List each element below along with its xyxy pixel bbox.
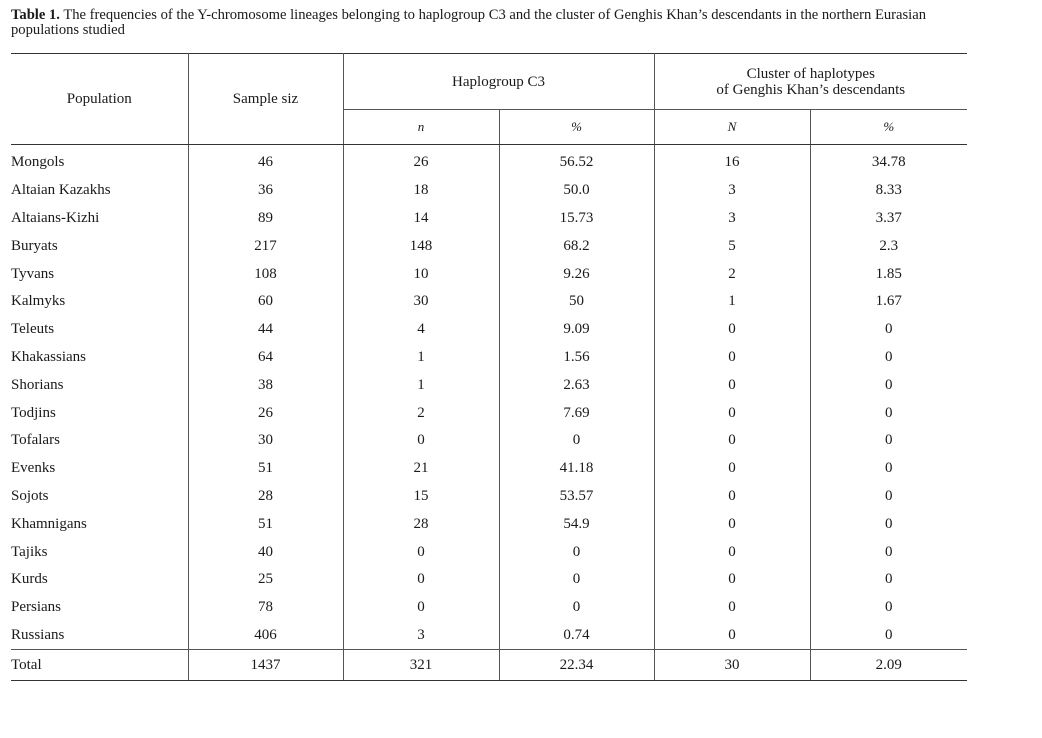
table-caption [11, 8, 971, 38]
cell-c3-percent: 54.9 [499, 510, 654, 538]
cell-sample-size: 30 [188, 427, 343, 455]
cell-cluster-percent: 0 [885, 599, 893, 616]
cell-cluster-n: 0 [654, 594, 810, 622]
cell-sample-size: 64 [188, 344, 343, 372]
cell-c3-n: 0 [343, 538, 499, 566]
cell-c3-percent: 9.09 [499, 316, 654, 344]
cell-sample-size: 1437 [188, 650, 343, 681]
table-row [11, 399, 967, 427]
cell-cluster-n: 3 [654, 177, 810, 205]
cell-cluster-percent: 0 [885, 543, 893, 560]
cell-c3-percent: 9.26 [499, 260, 654, 288]
cell-cluster-percent: 1.85 [875, 265, 902, 282]
cell-sample-size: 89 [188, 205, 343, 233]
cell-population: Tajiks [11, 538, 188, 566]
cell-c3-n: 18 [343, 177, 499, 205]
cell-c3-n: 10 [343, 260, 499, 288]
cell-c3-n: 0 [343, 427, 499, 455]
cell-cluster-percent: 0 [885, 515, 893, 532]
table-caption-label: Table 1. [11, 7, 60, 23]
cell-c3-n: 4 [343, 316, 499, 344]
cell-cluster-n: 0 [654, 538, 810, 566]
cell-cluster-n: 0 [654, 344, 810, 372]
cell-cluster-percent: 0 [885, 348, 893, 365]
cell-sample-size: 46 [188, 145, 343, 177]
cell-c3-n: 2 [343, 399, 499, 427]
table-row [11, 510, 967, 538]
table-body [11, 145, 967, 681]
cell-c3-percent: 68.2 [499, 232, 654, 260]
cell-cluster-n: 5 [654, 232, 810, 260]
cell-population: Kalmyks [11, 288, 188, 316]
table-row [11, 371, 967, 399]
cell-c3-n: 26 [343, 145, 499, 177]
cell-c3-percent: 1.56 [499, 344, 654, 372]
cell-population: Khakassians [11, 344, 188, 372]
table-row [11, 455, 967, 483]
cell-cluster-percent: 0 [885, 432, 893, 449]
table-row [11, 205, 967, 233]
cell-sample-size: 51 [188, 510, 343, 538]
cell-cluster-percent: 0 [885, 376, 893, 393]
cell-cluster-n: 0 [654, 371, 810, 399]
cell-cluster-percent: 0 [885, 626, 893, 643]
header-cluster-n: N [654, 110, 810, 145]
header-population: Population [11, 54, 188, 145]
cell-c3-percent: 53.57 [499, 483, 654, 511]
cell-c3-n: 1 [343, 371, 499, 399]
cell-c3-n: 0 [343, 566, 499, 594]
table-row [11, 260, 967, 288]
header-sample-size: Sample siz [188, 54, 343, 145]
cell-population: Total [11, 650, 188, 681]
cell-cluster-percent: 0 [885, 321, 893, 338]
cell-cluster-n: 0 [654, 510, 810, 538]
frequency-table [11, 53, 967, 681]
cell-cluster-n: 0 [654, 316, 810, 344]
cell-c3-percent: 22.34 [499, 650, 654, 681]
cell-sample-size: 38 [188, 371, 343, 399]
cell-cluster-n: 0 [654, 399, 810, 427]
cell-population: Buryats [11, 232, 188, 260]
table-caption-text: The frequencies of the Y-chromosome lineages belonging to haplogroup C3 and the cluster of Genghis Khan’s descendants in the northern Eurasian populations studied [11, 7, 927, 38]
cell-c3-n: 28 [343, 510, 499, 538]
cell-c3-n: 3 [343, 622, 499, 650]
cell-sample-size: 51 [188, 455, 343, 483]
header-c3-n: n [343, 110, 499, 145]
cell-cluster-percent: 2.09 [810, 650, 967, 681]
table-row [11, 288, 967, 316]
cell-c3-percent: 50 [499, 288, 654, 316]
cell-cluster-n: 0 [654, 483, 810, 511]
table-row [11, 232, 967, 260]
cell-population: Sojots [11, 483, 188, 511]
cell-population: Teleuts [11, 316, 188, 344]
cell-c3-percent: 7.69 [499, 399, 654, 427]
header-haplogroup-c3: Haplogroup C3 [343, 54, 654, 110]
cell-population: Altaians-Kizhi [11, 205, 188, 233]
cell-cluster-percent: 0 [885, 487, 893, 504]
cell-c3-percent: 41.18 [499, 455, 654, 483]
cell-c3-percent: 2.63 [499, 371, 654, 399]
table-row [11, 483, 967, 511]
table-row-total [11, 650, 967, 681]
cell-sample-size: 406 [188, 622, 343, 650]
cell-cluster-n: 0 [654, 455, 810, 483]
table-row [11, 427, 967, 455]
cell-cluster-percent: 0 [885, 571, 893, 588]
table-row [11, 177, 967, 205]
cell-cluster-n: 16 [654, 145, 810, 177]
cell-cluster-n: 0 [654, 622, 810, 650]
cell-population: Evenks [11, 455, 188, 483]
cell-c3-n: 0 [343, 594, 499, 622]
cell-cluster-percent: 0 [885, 404, 893, 421]
cell-cluster-n: 2 [654, 260, 810, 288]
cell-cluster-percent: 3.37 [875, 209, 902, 226]
header-cluster-line2: of Genghis Khan’s descendants [716, 81, 906, 98]
table-row [11, 594, 967, 622]
cell-c3-percent: 0 [499, 594, 654, 622]
table-row [11, 566, 967, 594]
cell-population: Tyvans [11, 260, 188, 288]
cell-sample-size: 36 [188, 177, 343, 205]
cell-c3-n: 30 [343, 288, 499, 316]
table-row [11, 145, 967, 177]
cell-c3-percent: 0 [499, 427, 654, 455]
cell-population: Altaian Kazakhs [11, 177, 188, 205]
cell-cluster-percent: 2.3 [879, 237, 899, 254]
cell-sample-size: 78 [188, 594, 343, 622]
cell-sample-size: 26 [188, 399, 343, 427]
cell-c3-percent: 56.52 [499, 145, 654, 177]
table-row [11, 538, 967, 566]
header-c3-percent: % [499, 110, 654, 145]
cell-cluster-n: 0 [654, 427, 810, 455]
cell-cluster-n: 1 [654, 288, 810, 316]
cell-sample-size: 108 [188, 260, 343, 288]
cell-population: Kurds [11, 566, 188, 594]
cell-cluster-percent: 8.33 [875, 182, 902, 199]
table-row [11, 316, 967, 344]
cell-sample-size: 25 [188, 566, 343, 594]
cell-cluster-percent: 0 [885, 460, 893, 477]
cell-sample-size: 217 [188, 232, 343, 260]
cell-c3-n: 15 [343, 483, 499, 511]
header-cluster-percent: % [810, 110, 967, 145]
cell-cluster-percent: 1.67 [875, 293, 902, 310]
cell-c3-n: 21 [343, 455, 499, 483]
cell-c3-percent: 0 [499, 538, 654, 566]
cell-cluster-percent: 34.78 [871, 154, 906, 171]
cell-population: Khamnigans [11, 510, 188, 538]
cell-population: Tofalars [11, 427, 188, 455]
cell-sample-size: 28 [188, 483, 343, 511]
cell-sample-size: 44 [188, 316, 343, 344]
cell-c3-percent: 0.74 [499, 622, 654, 650]
cell-c3-percent: 15.73 [499, 205, 654, 233]
cell-c3-n: 148 [343, 232, 499, 260]
table-row [11, 344, 967, 372]
cell-cluster-n: 30 [654, 650, 810, 681]
cell-cluster-n: 0 [654, 566, 810, 594]
cell-population: Russians [11, 622, 188, 650]
cell-sample-size: 60 [188, 288, 343, 316]
cell-population: Todjins [11, 399, 188, 427]
header-cluster [654, 54, 967, 110]
cell-population: Persians [11, 594, 188, 622]
cell-population: Shorians [11, 371, 188, 399]
table-row [11, 622, 967, 650]
cell-c3-percent: 0 [499, 566, 654, 594]
cell-c3-n: 1 [343, 344, 499, 372]
cell-c3-n: 14 [343, 205, 499, 233]
cell-population: Mongols [11, 145, 188, 177]
cell-c3-percent: 50.0 [499, 177, 654, 205]
header-cluster-line1: Cluster of haplotypes [746, 65, 875, 82]
cell-c3-n: 321 [343, 650, 499, 681]
cell-cluster-n: 3 [654, 205, 810, 233]
cell-sample-size: 40 [188, 538, 343, 566]
